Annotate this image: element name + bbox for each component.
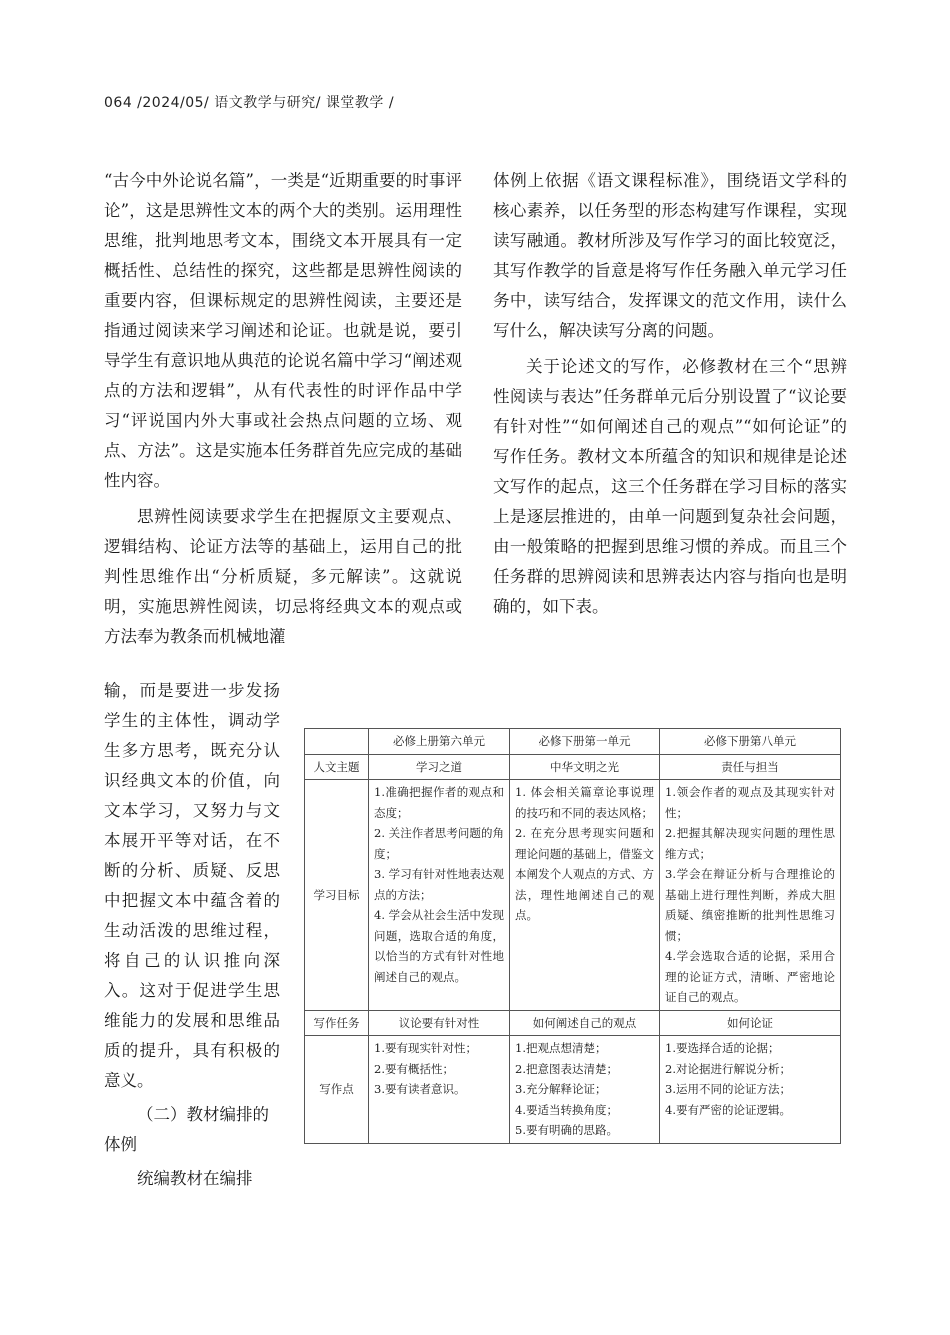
table-cell-goals: [510, 780, 660, 1011]
goal-item: 3. 学习有针对性地表达观点的方法；: [374, 867, 504, 902]
point-item: 1.要有现实针对性；: [374, 1041, 477, 1055]
table-cell: 学习之道: [369, 754, 510, 780]
point-item: 4.要适当转换角度；: [515, 1102, 618, 1117]
table-header-cell: 必修上册第六单元: [369, 729, 510, 755]
right-column: [493, 166, 847, 622]
row-label-points: 写作点: [305, 1036, 369, 1144]
row-label-theme: 人文主题: [305, 754, 369, 780]
table-row-goals: [305, 780, 841, 1011]
table-row-task: [305, 1010, 841, 1036]
table-cell-points: [660, 1036, 841, 1144]
right-paragraph-1: 体例上依据《语文课程标准》，围绕语文学科的核心素养，以任务型的形态构建写作课程，实现读写融通。教材所涉及写作学习的面比较宽泛，其写作教学的旨意是将写作任务融入单元学习任务中，读写结合，发挥课文的范文作用，读什么写什么，解决读写分离的问题。: [493, 171, 847, 340]
goal-item: 3.学会在辩证分析与合理推论的基础上进行理性判断，养成大胆质疑、缜密推断的批判性思维习惯；: [665, 867, 835, 943]
left-paragraph-1: “古今中外论说名篇”，一类是“近期重要的时事评论”，这是思辨性文本的两个大的类别。运用理性思维，批判地思考文本，围绕文本开展具有一定概括性、总结性的探究，这些都是思辨性阅读的重要内容，但课标规定的思辨性阅读，主要还是指通过阅读来学习阐述和论证。也就是说，要引导学生有意识地从典范的论说名篇中学习“阐述观点的方法和逻辑”，从有代表性的时评作品中学习“评说国内外大事或社会热点问题的立场、观点、方法”。这是实施本任务群首先应完成的基础性内容。: [104, 171, 462, 490]
table-cell: 如何论证: [660, 1010, 841, 1036]
page-header: 064 /2024/05/ 语文教学与研究/ 课堂教学 /: [104, 95, 395, 111]
goal-item: 4. 学会从社会生活中发现问题，选取合适的角度，以恰当的方式有针对性地阐述自己的观点。: [374, 908, 504, 984]
table-cell-goals: [369, 780, 510, 1011]
left-column: [104, 166, 462, 652]
table-row-points: [305, 1036, 841, 1144]
point-item: 3.要有读者意识。: [374, 1082, 466, 1096]
goal-item: 2.把握其解决现实问题的理性思维方式；: [665, 826, 835, 861]
section-heading: [104, 1100, 280, 1130]
left-paragraph-2-continued: 输，而是要进一步发扬学生的主体性，调动学生多方思考，既充分认识经典文本的价值，向文本学习，又努力与文本展开平等对话，在不断的分析、质疑、反思中把握文本中蕴含着的生动活泼的思维过程，将自己的认识推向深入。这对于促进学生思维能力的发展和思维品质的提升，具有积极的意义。: [104, 681, 280, 1090]
table-cell: 议论要有针对性: [369, 1010, 510, 1036]
row-label-goals: 学习目标: [305, 780, 369, 1011]
goal-item: 4.学会选取合适的论据，采用合理的论证方式，清晰、严密地论证自己的观点。: [665, 949, 835, 1004]
goal-item: 2. 在充分思考现实问题和理论问题的基础上，借鉴文本阐发个人观点的方式、方法，理性地阐述自己的观点。: [515, 826, 654, 922]
section-heading-line-2: 体例: [104, 1135, 137, 1154]
left-paragraph-3: 统编教材在编排: [137, 1169, 253, 1188]
left-paragraph-2: 思辨性阅读要求学生在把握原文主要观点、逻辑结构、论证方法等的基础上，运用自己的批判性思维作出“分析质疑，多元解读”。这就说明，实施思辨性阅读，切忌将经典文本的观点或方法奉为教条而机械地灌: [104, 507, 462, 646]
goal-item: 2. 关注作者思考问题的角度；: [374, 826, 504, 861]
point-item: 2.把意图表达清楚；: [515, 1061, 618, 1076]
table-header-row: [305, 729, 841, 755]
goal-item: 1.领会作者的观点及其现实针对性；: [665, 785, 835, 820]
point-item: 5.要有明确的思路。: [515, 1123, 618, 1137]
writing-tasks-table: [304, 728, 841, 1144]
point-item: 3.运用不同的论证方法；: [665, 1082, 791, 1096]
point-item: 4.要有严密的论证逻辑。: [665, 1102, 791, 1117]
goal-item: 1. 体会相关篇章论事说理的技巧和不同的表达风格；: [515, 785, 654, 820]
point-item: 3.充分解释论证；: [515, 1082, 607, 1096]
table-cell-goals: [660, 780, 841, 1011]
left-narrow-column: [104, 676, 280, 1194]
row-label-task: 写作任务: [305, 1010, 369, 1036]
table-header-cell: 必修下册第八单元: [660, 729, 841, 755]
point-item: 2.对论据进行解说分析；: [665, 1061, 791, 1076]
goal-item: 1.准确把握作者的观点和态度；: [374, 785, 504, 820]
table-cell-points: [369, 1036, 510, 1144]
point-item: 2.要有概括性；: [374, 1061, 454, 1076]
table-cell: 责任与担当: [660, 754, 841, 780]
point-item: 1.把观点想清楚；: [515, 1041, 607, 1055]
table-corner-cell: [305, 729, 369, 755]
table-cell: 如何阐述自己的观点: [510, 1010, 660, 1036]
point-item: 1.要选择合适的论据；: [665, 1041, 780, 1055]
right-paragraph-2: 关于论述文的写作，必修教材在三个“思辨性阅读与表达”任务群单元后分别设置了“议论要有针对性”“如何阐述自己的观点”“如何论证”的写作任务。教材文本所蕴含的知识和规律是论述文写作的起点，这三个任务群在学习目标的落实上是逐层推进的，由单一问题到复杂社会问题，由一般策略的把握到思维习惯的养成。而且三个任务群的思辨阅读和思辨表达内容与指向也是明确的，如下表。: [493, 357, 847, 616]
table-header-cell: 必修下册第一单元: [510, 729, 660, 755]
section-heading-line-1: （二）教材编排的: [137, 1105, 269, 1124]
table-cell-points: [510, 1036, 660, 1144]
table-row-theme: [305, 754, 841, 780]
table-cell: 中华文明之光: [510, 754, 660, 780]
